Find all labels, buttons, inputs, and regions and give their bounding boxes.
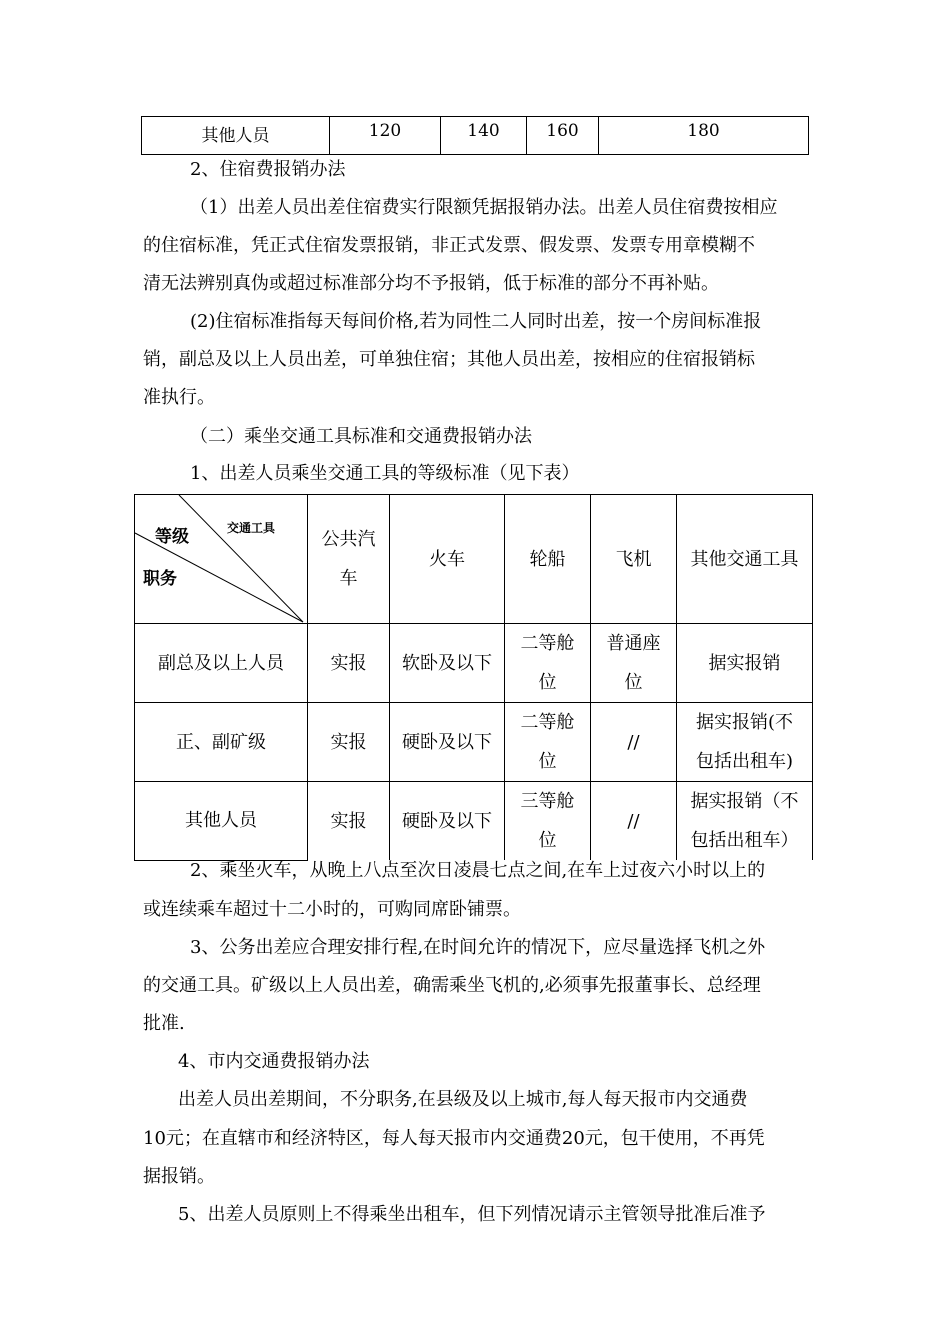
cell-bus: 实报 (308, 703, 390, 782)
table-cell: 160 (527, 117, 599, 155)
row-title: 副总及以上人员 (135, 624, 308, 703)
paragraph-line: 3、公务出差应合理安排行程,在时间允许的情况下，应尽量选择飞机之外 (190, 937, 766, 958)
cell-line: 普通座 (606, 633, 661, 654)
paragraph-line: 或连续乘车超过十二小时的，可购同席卧铺票。 (143, 899, 521, 920)
table-cell-title: 其他人员 (142, 117, 330, 155)
cell-plane: // (591, 703, 677, 782)
cell-line: 位 (538, 672, 557, 693)
table-row (135, 624, 813, 703)
paragraph-line: 准执行。 (143, 387, 215, 408)
cell-line: 二等舱 (520, 712, 575, 733)
paragraph-line: 清无法辨别真伪或超过标准部分均不予报销，低于标准的部分不再补贴。 (143, 273, 719, 294)
paragraph-line: 2、乘坐火车，从晚上八点至次日凌晨七点之间,在车上过夜六小时以上的 (190, 860, 766, 881)
header-bus-line2: 车 (339, 568, 358, 589)
cell-line: 包括出租车） (690, 830, 799, 851)
cell-plane (591, 624, 677, 703)
paragraph-line: 5、出差人员原则上不得乘坐出租车，但下列情况请示主管领导批准后准予 (178, 1204, 766, 1225)
table-cell: 120 (330, 117, 441, 155)
header-label-grade: 等级 (155, 527, 189, 547)
diagonal-header-cell (135, 495, 308, 624)
cell-ship (505, 782, 591, 861)
row-title: 其他人员 (135, 782, 308, 861)
cell-line: 位 (538, 830, 557, 851)
table-row (135, 782, 813, 861)
cell-plane: // (591, 782, 677, 861)
section-heading: 1、出差人员乘坐交通工具的等级标准（见下表） (190, 463, 580, 484)
cell-bus: 实报 (308, 782, 390, 861)
diagonal-lines (135, 495, 308, 624)
lodging-standard-table (141, 116, 809, 155)
cell-ship (505, 703, 591, 782)
paragraph-line: (2)住宿标准指每天每间价格,若为同性二人同时出差，按一个房间标准报 (190, 311, 762, 332)
paragraph-line: 的交通工具。矿级以上人员出差，确需乘坐飞机的,必须事先报董事长、总经理 (143, 975, 761, 996)
header-ship: 轮船 (505, 495, 591, 624)
header-plane: 飞机 (591, 495, 677, 624)
cell-bus: 实报 (308, 624, 390, 703)
table-row (135, 703, 813, 782)
section-heading: 4、市内交通费报销办法 (178, 1051, 370, 1072)
cell-ship (505, 624, 591, 703)
paragraph-line: 批准. (143, 1013, 185, 1034)
cell-line: 位 (538, 751, 557, 772)
cell-train: 软卧及以下 (390, 624, 505, 703)
paragraph-line: 10元；在直辖市和经济特区，每人每天报市内交通费20元，包干使用，不再凭 (143, 1128, 765, 1149)
table-cell: 140 (441, 117, 527, 155)
header-bus (308, 495, 390, 624)
cell-line: 据实报销(不 (695, 712, 794, 733)
paragraph-line: 销，副总及以上人员出差，可单独住宿；其他人员出差，按相应的住宿报销标 (143, 349, 755, 370)
header-label-transport: 交通工具 (227, 521, 276, 535)
cell-train: 硬卧及以下 (390, 782, 505, 861)
header-other: 其他交通工具 (677, 495, 813, 624)
cell-line: 二等舱 (520, 633, 575, 654)
cell-train: 硬卧及以下 (390, 703, 505, 782)
cell-other (677, 703, 813, 782)
section-heading: 2、住宿费报销办法 (190, 159, 346, 180)
cell-other: 据实报销 (677, 624, 813, 703)
header-bus-line1: 公共汽 (321, 529, 376, 550)
paragraph-line: 出差人员出差期间，不分职务,在县级及以上城市,每人每天报市内交通费 (178, 1089, 748, 1110)
cell-other (677, 782, 813, 861)
cell-line: 位 (624, 672, 643, 693)
cell-line: 包括出租车) (695, 751, 794, 772)
transport-standard-table (134, 494, 813, 861)
table-row (142, 117, 809, 155)
cell-line: 三等舱 (520, 791, 575, 812)
paragraph-line: 的住宿标准，凭正式住宿发票报销，非正式发票、假发票、发票专用章模糊不 (143, 235, 755, 256)
section-heading: （二）乘坐交通工具标准和交通费报销办法 (190, 426, 532, 447)
row-title: 正、副矿级 (135, 703, 308, 782)
cell-line: 据实报销（不 (690, 791, 799, 812)
table-cell: 180 (599, 117, 809, 155)
paragraph-line: （1）出差人员出差住宿费实行限额凭据报销办法。出差人员住宿费按相应 (190, 197, 778, 218)
header-label-position: 职务 (143, 569, 177, 589)
header-train: 火车 (390, 495, 505, 624)
table-header-row (135, 495, 813, 624)
paragraph-line: 据报销。 (143, 1166, 215, 1187)
